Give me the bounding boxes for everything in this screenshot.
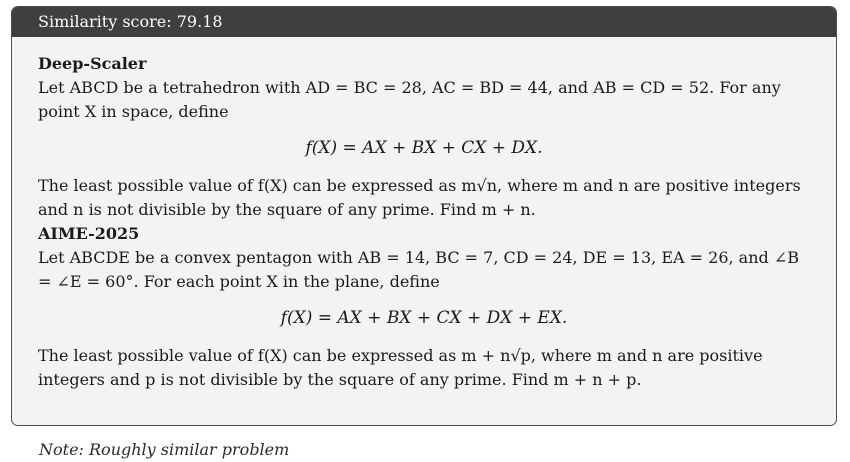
problem-source-label: Deep-Scaler: [38, 54, 147, 73]
problem-deep-scaler: [38, 52, 810, 222]
problem-question: The least possible value of f(X) can be expressed as m√n, where m and n are positive integers and n is not divisible by the square of any prime. Find m + n.: [38, 176, 801, 219]
problem-source-label: AIME-2025: [38, 224, 140, 243]
footnote: Note: Roughly similar problem: [39, 440, 290, 459]
problem-aime-2025: [38, 222, 810, 392]
card-body: [12, 37, 836, 392]
similarity-score-header: Similarity score: 79.18: [12, 7, 836, 37]
similarity-card: [11, 6, 837, 426]
problem-statement: Let ABCDE be a convex pentagon with AB = 14, BC = 7, CD = 24, DE = 13, EA = 26, and ∠B = ∠E = 60°. For each point X in the plane, define: [38, 248, 799, 291]
problem-equation: f(X) = AX + BX + CX + DX.: [305, 138, 543, 158]
problem-equation: f(X) = AX + BX + CX + DX + EX.: [280, 308, 568, 328]
problem-question: The least possible value of f(X) can be expressed as m + n√p, where m and n are positive integers and p is not divisible by the square of any prime. Find m + n + p.: [38, 346, 763, 389]
problem-statement: Let ABCD be a tetrahedron with AD = BC = 28, AC = BD = 44, and AB = CD = 52. For any point X in space, define: [38, 78, 781, 121]
